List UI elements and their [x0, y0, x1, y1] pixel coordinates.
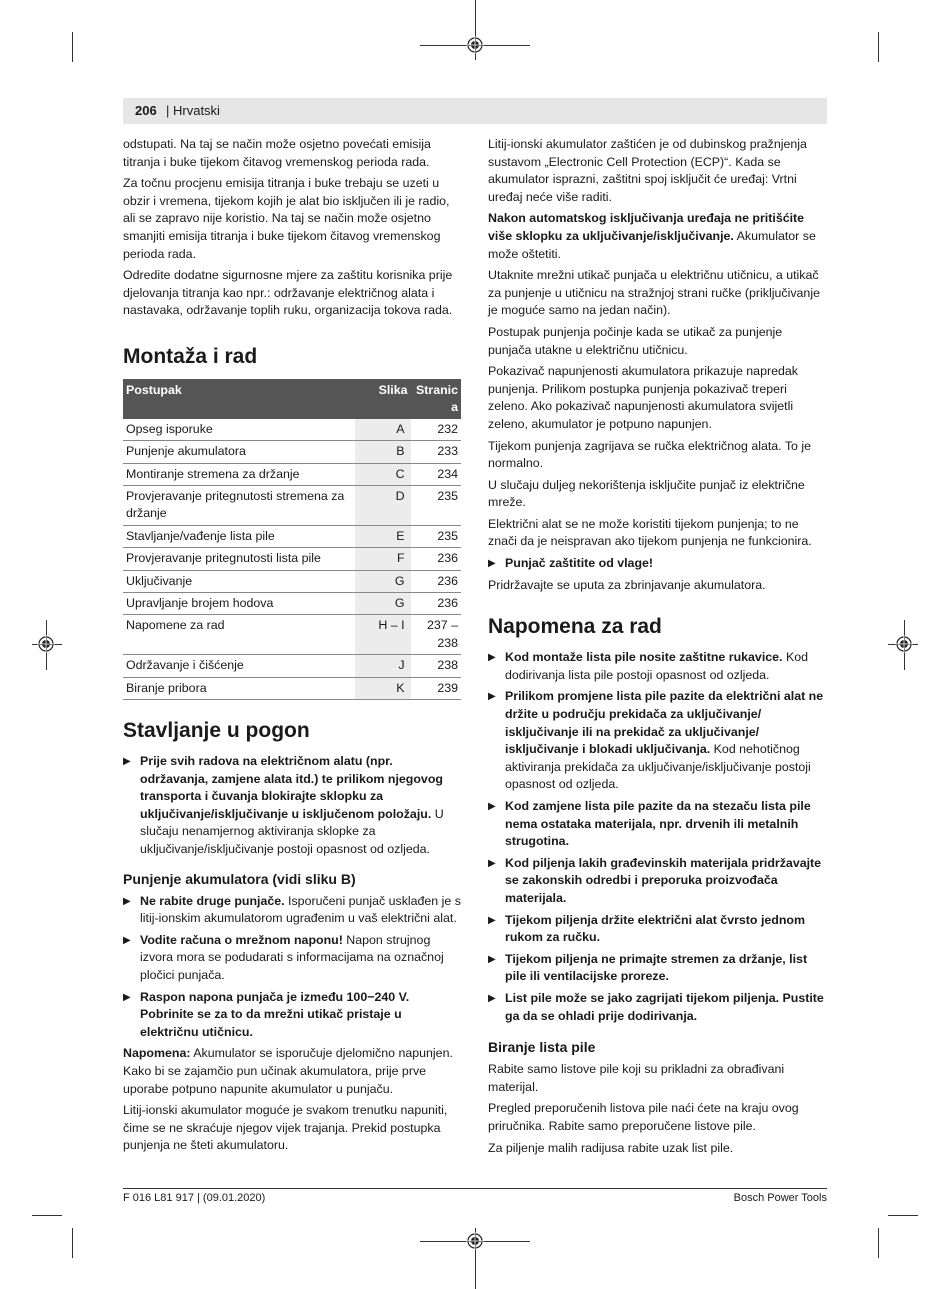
table-row: [123, 655, 461, 677]
bullet-bold-text: Punjač zaštitite od vlage!: [505, 556, 654, 571]
table-cell: 236: [411, 570, 461, 592]
table-cell: Napomene za rad: [123, 615, 355, 655]
note-paragraph: [123, 1045, 463, 1098]
triangle-right-icon: ▶: [488, 691, 496, 703]
table-cell: Upravljanje brojem hodova: [123, 593, 355, 615]
table-header-row: [123, 379, 461, 419]
table-cell: 236: [411, 593, 461, 615]
list-item: [488, 798, 828, 851]
table-row: [123, 677, 461, 699]
table-row: [123, 570, 461, 592]
paragraph: odstupati. Na taj se način može osjetno povećati emisija titranja i buke tijekom čitavog vremenskog perioda rada.: [123, 137, 431, 169]
list-item: [488, 951, 828, 986]
bullet-bold-text: Prilikom promjene lista pile pazite da električni alat ne držite u području prekidača za uključivanje/ isključivanje ili na prekidač za uključivanje/ isključivanje i blokadi uključivanja.: [505, 689, 824, 757]
paragraph: Za točnu procjenu emisija titranja i buke trebaju se uzeti u obzir i vremena, tijekom kojih je alat bio isključen ili je radio, ali se zapravo nije koristio. Na taj se način može osjetno smanjiti emisija titranja i buke tijekom čitavog vremenskog perioda rada.: [123, 176, 450, 261]
bullet-bold-text: Ne rabite druge punjače.: [140, 893, 285, 908]
section-title-napomena-rad: Napomena za rad: [488, 615, 662, 639]
list-item: [488, 555, 828, 573]
table-cell: 239: [411, 677, 461, 699]
table-cell: Održavanje i čišćenje: [123, 655, 355, 677]
bullet-bold-text: Vodite računa o mrežnom naponu!: [140, 932, 343, 947]
paragraph: Tijekom punjenja zagrijava se ručka električnog alata. To je normalno.: [488, 438, 812, 471]
triangle-right-icon: ▶: [488, 558, 496, 570]
crosshair-target-icon: [895, 635, 913, 653]
table-cell: Montiranje stremena za držanje: [123, 463, 355, 485]
triangle-right-icon: ▶: [488, 953, 496, 965]
paragraph: Pokazivač napunjenosti akumulatora prikazuje napredak punjenja. Prilikom postupka punjenja pokazivač treperi zeleno. Ako pokazivač napunjenosti akumulatora svijetli zeleno, akumulator je potpuno napunjen.: [488, 364, 798, 431]
list-item: [488, 990, 828, 1025]
table-row: [123, 419, 461, 441]
table-cell: D: [355, 485, 410, 525]
triangle-right-icon: ▶: [123, 991, 131, 1003]
note-text: Akumulator se isporučuje djelomično napunjen. Kako bi se zajamčio pun učinak akumulatora, prije prve uporabe potpuno napunite akumulator u punjaču.: [123, 1046, 453, 1096]
table-cell: Biranje pribora: [123, 677, 355, 699]
subsection-title-punjenje: Punjenje akumulatora (vidi sliku B): [123, 870, 356, 887]
paragraph-text: Akumulator se može oštetiti.: [488, 228, 816, 261]
table-cell: 234: [411, 463, 461, 485]
language-label: Hrvatski: [173, 103, 220, 118]
crop-mark: [878, 32, 879, 62]
table-header: Postupak: [123, 379, 355, 419]
paragraph: Litij-ionski akumulator moguće je svakom trenutku napuniti, čime se ne skraćuje njegov vijek trajanja. Prekid postupka punjenja ne šteti akumulatoru.: [123, 1103, 448, 1153]
table-cell: J: [355, 655, 410, 677]
bullet-bold-text: Tijekom piljenja ne primajte stremen za držanje, list pile ili ventilacijske proreze.: [505, 951, 808, 984]
table-cell: Provjeravanje pritegnutosti lista pile: [123, 548, 355, 570]
bullet-text: Kod nehotičnog aktiviranja prekidača za uključivanje/isključivanje postoji opasnost od ozljeda.: [505, 742, 811, 792]
table-cell: K: [355, 677, 410, 699]
crop-mark: [72, 1228, 73, 1258]
section-language: | Hrvatski: [166, 103, 220, 118]
triangle-right-icon: ▶: [488, 801, 496, 812]
table-cell: 232: [411, 419, 461, 441]
triangle-right-icon: ▶: [123, 934, 131, 946]
triangle-right-icon: ▶: [488, 857, 496, 869]
bullet-text: U slučaju nenamjernog aktiviranja sklopke za uključivanje/isključivanje postoji opasnost od ozljeda.: [140, 806, 444, 856]
note-label: Napomena:: [123, 1046, 191, 1061]
paragraph: Električni alat se ne može koristiti tijekom punjenja; to ne znači da je neispravan ako tijekom punjenja ne funkcionira.: [488, 516, 812, 549]
table-cell: E: [355, 525, 410, 547]
crosshair-target-icon: [37, 635, 55, 653]
table-header: Stranic a: [411, 379, 461, 419]
paragraph: Pregled preporučenih listova pile naći ćete na kraju ovog priručnika. Rabite samo preporučene listove pile.: [488, 1101, 799, 1133]
footer-brand: Bosch Power Tools: [733, 1192, 827, 1204]
table-row: [123, 441, 461, 463]
list-item: [488, 912, 828, 947]
bullet-bold-text: Tijekom piljenja držite električni alat čvrsto jednom rukom za ručku.: [505, 912, 805, 945]
paragraph: Odredite dodatne sigurnosne mjere za zaštitu korisnika prije djelovanja titranja kao npr.: održavanje električnog alata i nastavaka, održavanje toplih ruku, organizacija tokova rada.: [123, 268, 453, 318]
table-header: Slika: [355, 379, 410, 419]
section-title-stavljanje: Stavljanje u pogon: [123, 719, 310, 743]
crop-mark: [878, 1228, 879, 1258]
triangle-right-icon: ▶: [123, 756, 131, 768]
table-cell: F: [355, 548, 410, 570]
paragraph: Za piljenje malih radijusa rabite uzak list pile.: [488, 1140, 734, 1155]
triangle-right-icon: ▶: [488, 992, 496, 1004]
table-row: [123, 615, 461, 655]
table-cell: 235: [411, 485, 461, 525]
paragraph: Litij-ionski akumulator zaštićen je od dubinskog pražnjenja sustavom „Electronic Cell Protection (ECP)“. Kada se akumulator isprazni, zaštitni spoj isključit će uređaj: Vrtni uređaj neće više raditi.: [488, 137, 807, 204]
table-cell: Uključivanje: [123, 570, 355, 592]
list-item: [123, 753, 463, 859]
triangle-right-icon: ▶: [123, 895, 131, 907]
table-cell: H – I: [355, 615, 410, 655]
triangle-right-icon: ▶: [488, 914, 496, 926]
table-cell: Opseg isporuke: [123, 419, 355, 441]
table-row: [123, 463, 461, 485]
table-cell: 233: [411, 441, 461, 463]
table-row: [123, 593, 461, 615]
crosshair-target-icon: [466, 1232, 484, 1250]
right-column: [488, 136, 828, 1161]
bullet-bold-text: Prije svih radova na električnom alatu (npr. održavanja, zamjene alata itd.) te prilikom njegovog transporta i čuvanja blokirajte sklopku za uključivanje/isključivanje u isključenom položaju.: [140, 754, 443, 821]
bullet-bold-text: Kod piljenja lakih građevinskih materijala pridržavajte se zakonskih odredbi i preporuka proizvođača materijala.: [505, 855, 822, 905]
paragraph: [488, 210, 828, 263]
table-row: [123, 548, 461, 570]
paragraph: U slučaju duljeg nekorištenja isključite punjač iz električne mreže.: [488, 477, 805, 510]
procedure-table: [123, 379, 461, 700]
crop-mark: [888, 1215, 918, 1216]
table-cell: C: [355, 463, 410, 485]
bullet-bold-text: Kod montaže lista pile nosite zaštitne rukavice.: [505, 650, 783, 665]
footer-divider: [123, 1188, 827, 1189]
table-row: [123, 525, 461, 547]
bullet-bold-text: List pile može se jako zagrijati tijekom piljenja. Pustite ga da se ohladi prije dodirivanja.: [505, 990, 824, 1023]
paragraph: Rabite samo listove pile koji su prikladni za obrađivani materijal.: [488, 1062, 785, 1094]
table-cell: G: [355, 593, 410, 615]
bullet-text: Napon strujnog izvora mora se podudarati s informacijama na označnoj pločici punjača.: [140, 932, 444, 982]
table-cell: G: [355, 570, 410, 592]
list-item: [488, 649, 828, 684]
paragraph: Postupak punjenja počinje kada se utikač za punjenje punjača utakne u električnu utičnicu.: [488, 324, 783, 357]
table-cell: 238: [411, 655, 461, 677]
bullet-text: Isporučeni punjač usklađen je s litij-ionskim akumulatorom ugrađenim u vaš električni alat.: [140, 893, 461, 926]
bullet-bold-text: Raspon napona punjača je između 100−240 V. Pobrinite se za to da mrežni utikač pristaje u električnu utičnicu.: [140, 989, 410, 1039]
page-header: [123, 98, 827, 124]
subsection-title-biranje: Biranje lista pile: [488, 1039, 596, 1056]
table-cell: 236: [411, 548, 461, 570]
list-item: [488, 855, 828, 908]
list-item: [123, 893, 463, 928]
table-cell: 235: [411, 525, 461, 547]
table-cell: B: [355, 441, 410, 463]
page-number: 206: [135, 103, 157, 118]
paragraph: Pridržavajte se uputa za zbrinjavanje akumulatora.: [488, 577, 766, 592]
footer-document-id: F 016 L81 917 | (09.01.2020): [123, 1192, 266, 1204]
list-item: [123, 932, 463, 985]
table-cell: Punjenje akumulatora: [123, 441, 355, 463]
table-cell: Stavljanje/vađenje lista pile: [123, 525, 355, 547]
table-cell: Provjeravanje pritegnutosti stremena za držanje: [123, 485, 355, 525]
section-title-montaza: Montaža i rad: [123, 344, 258, 368]
list-item: [488, 688, 828, 794]
table-cell: A: [355, 419, 410, 441]
triangle-right-icon: ▶: [488, 652, 496, 664]
bullet-text: Kod dodirivanja lista pile postoji opasnost od ozljeda.: [505, 650, 808, 682]
crop-mark: [72, 32, 73, 62]
bullet-bold-text: Kod zamjene lista pile pazite da na stezaču lista pile nema ostataka materijala, npr. drvenih ili metalnih strugotina.: [505, 799, 811, 849]
table-cell: 237 – 238: [411, 615, 461, 655]
table-row: [123, 485, 461, 525]
bold-text: Nakon automatskog isključivanja uređaja ne pritišćite više sklopku za uključivanje/isključivanje.: [488, 211, 805, 243]
list-item: [123, 989, 463, 1042]
crop-mark: [32, 1215, 62, 1216]
paragraph: Utaknite mrežni utikač punjača u električnu utičnicu, a utikač za punjenje u utičnicu na stražnjoj strani ručke (priključivanje je moguće samo na jedan način).: [488, 268, 820, 318]
left-column: [123, 136, 463, 1159]
crosshair-target-icon: [466, 36, 484, 54]
